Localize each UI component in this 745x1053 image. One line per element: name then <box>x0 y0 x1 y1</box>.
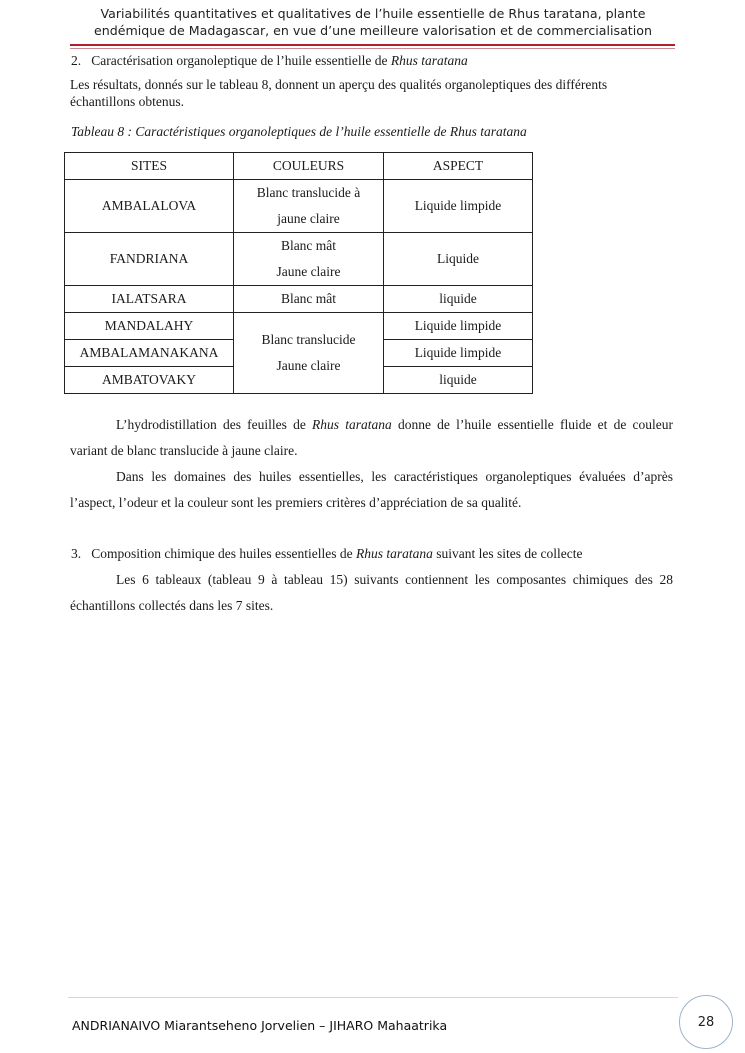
section-2-title: Caractérisation organoleptique de l’huile essentielle de <box>91 53 391 68</box>
section-3-text-block <box>70 567 673 619</box>
organoleptic-table <box>64 152 533 394</box>
site-cell: FANDRIANA <box>65 233 234 286</box>
table-caption: Tableau 8 : Caractéristiques organoleptiques de l’huile essentielle de Rhus taratana <box>71 124 527 139</box>
color-line: Blanc mât <box>280 238 337 253</box>
color-line: Blanc translucide <box>261 332 356 347</box>
page-number: 28 <box>679 995 733 1049</box>
table-row <box>65 180 533 233</box>
section-3-title: Composition chimique des huiles essentielles de <box>91 546 356 561</box>
section-3-heading <box>71 546 582 562</box>
section-2-number: 2. <box>71 53 82 68</box>
p1-text: L’hydrodistillation des feuilles de <box>116 417 313 432</box>
paragraph-hydrodistillation <box>70 412 673 464</box>
color-cell-merged <box>234 313 384 394</box>
paragraph-criteria: Dans les domaines des huiles essentielles, les caractéristiques organoleptiques évaluées d’après l’aspect, l’odeur et la couleur sont les premiers critères d’appréciation de sa qualité. <box>70 469 673 510</box>
site-cell: IALATSARA <box>65 286 234 313</box>
section-2-heading <box>71 53 468 69</box>
color-cell: Blanc mât <box>234 286 384 313</box>
color-line: Blanc translucide à <box>256 185 361 200</box>
color-cell <box>234 180 384 233</box>
footer-author: ANDRIANAIVO Miarantseheno Jorvelien – JIHARO Mahaatrika <box>72 1018 448 1033</box>
header-sites: SITES <box>65 153 234 180</box>
header-rule-thin <box>70 48 675 49</box>
footer-rule <box>68 997 678 998</box>
section-3-species: Rhus taratana <box>355 546 433 561</box>
discussion-text <box>70 412 673 516</box>
section-2-species: Rhus taratana <box>390 53 468 68</box>
aspect-cell: Liquide limpide <box>384 340 533 367</box>
color-line: Jaune claire <box>276 264 341 279</box>
site-cell: AMBATOVAKY <box>65 367 234 394</box>
header-couleurs: COULEURS <box>234 153 384 180</box>
color-line: jaune claire <box>277 211 340 226</box>
aspect-cell: Liquide <box>384 233 533 286</box>
site-cell: AMBALAMANAKANA <box>65 340 234 367</box>
running-header-line-1: Variabilités quantitatives et qualitatives de l’huile essentielle de Rhus taratana, plante <box>100 6 646 21</box>
aspect-cell: liquide <box>384 286 533 313</box>
section-3-title-end: suivant les sites de collecte <box>432 546 583 561</box>
table-row <box>65 233 533 286</box>
aspect-cell: Liquide limpide <box>384 313 533 340</box>
color-line: Jaune claire <box>276 358 341 373</box>
running-header <box>60 6 686 39</box>
site-cell: AMBALALOVA <box>65 180 234 233</box>
site-cell: MANDALAHY <box>65 313 234 340</box>
color-cell <box>234 233 384 286</box>
header-aspect: ASPECT <box>384 153 533 180</box>
p1-text-end: donne de l’huile essentielle fluide et de couleur variant de blanc translucide à jaune claire. <box>70 417 674 458</box>
aspect-cell: Liquide limpide <box>384 180 533 233</box>
header-rule <box>70 44 675 46</box>
running-header-line-2: endémique de Madagascar, en vue d’une meilleure valorisation et de commercialisation <box>94 22 652 38</box>
section-2-intro: Les résultats, donnés sur le tableau 8, donnent un aperçu des qualités organoleptiques des différents échantillons obtenus. <box>70 77 608 109</box>
aspect-cell: liquide <box>384 367 533 394</box>
section-3-text: Les 6 tableaux (tableau 9 à tableau 15) suivants contiennent les composantes chimiques des 28 échantillons collectés dans les 7 sites. <box>70 572 673 613</box>
table-header-row <box>65 153 533 180</box>
table-row <box>65 286 533 313</box>
section-3-number: 3. <box>71 546 82 561</box>
table-row <box>65 313 533 340</box>
p1-species: Rhus taratana <box>312 417 392 432</box>
